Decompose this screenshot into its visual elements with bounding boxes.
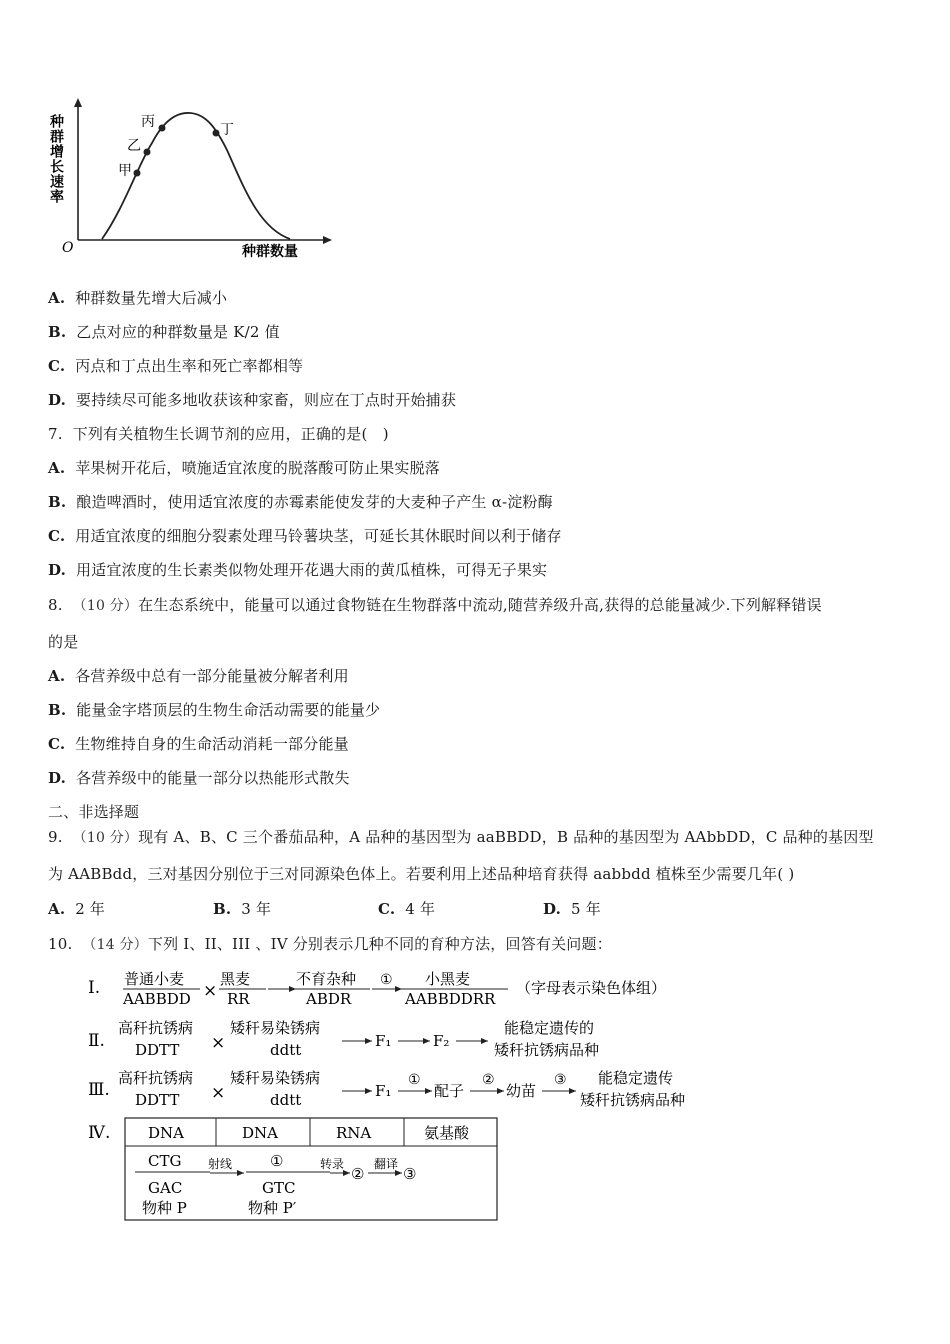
row3-result-top: 能稳定遗传 [598,1069,674,1087]
label-yi: 乙 [127,138,141,154]
row1-a-bot: AABBDD [123,990,191,1008]
row2-result-bot: 矮秆抗锈病品种 [494,1041,600,1059]
label-ding: 丁 [220,122,234,138]
q10-stem: 10. （14 分）下列 I、II、III 、IV 分别表示几种不同的育种方法，回答有关问题： [48,935,612,953]
q6-option-d: D. 要持续尽可能多地收获该种家畜，则应在丁点时开始捕获 [48,391,457,409]
row4-ctg: CTG [148,1152,182,1170]
q9-option-c: C. 4 年 [378,900,436,918]
row1-b-bot: RR [227,990,250,1008]
q7-option-d: D. 用适宜浓度的生长素类似物处理开花遇大雨的黄瓜植株，可得无子果实 [48,561,548,579]
section-heading: 二、非选择题 [48,803,140,821]
breeding-diagram [80,960,720,1230]
cross-icon: × [211,1033,226,1053]
row4-gac: GAC [148,1179,183,1197]
row3-step2: ② [482,1072,495,1088]
row3-seedling: 幼苗 [506,1082,537,1100]
row2-result-top: 能稳定遗传的 [504,1019,595,1037]
cross-icon: × [211,1083,226,1103]
row3-gamete: 配子 [434,1082,465,1100]
population-growth-graph [44,98,334,268]
row2-a-top: 高秆抗锈病 [118,1019,194,1037]
q6-option-c: C. 丙点和丁点出生率和死亡率都相等 [48,357,304,375]
q7-option-b: B. 酿造啤酒时，使用适宜浓度的赤霉素能使发芽的大麦种子产生 α-淀粉酶 [48,493,553,511]
row4-species-p: 物种 P [142,1199,187,1217]
row4-header-dna2: DNA [242,1124,278,1142]
q6-option-a: A. 种群数量先增大后减小 [48,289,228,307]
q8-option-c: C. 生物维持自身的生命活动消耗一部分能量 [48,735,349,753]
row3-b-bot: ddtt [270,1091,302,1109]
row1-label: Ⅰ. [88,978,101,998]
q6-option-b: B. 乙点对应的种群数量是 K/2 值 [48,323,280,341]
q9-stem-line1: 9. （10 分）现有 A、B、C 三个番茄品种，A 品种的基因型为 aaBBDD，B 品种的基因型为 AAbbDD，C 品种的基因型 [48,828,874,846]
row4-species-p2: 物种 P′ [248,1199,297,1217]
row1-a-top: 普通小麦 [124,970,185,988]
row1-c-top: 不育杂种 [296,970,357,988]
row4-header-rna: RNA [336,1124,372,1142]
row3-a-top: 高秆抗锈病 [118,1069,194,1087]
point-jia [134,170,141,177]
q8-stem-line1: 8. （10 分）在生态系统中，能量可以通过食物链在生物群落中流动,随营养级升高,获得的总能量减少.下列解释错误 [48,596,822,614]
row4-label: Ⅳ. [88,1123,111,1143]
row4-transcription: 转录 [320,1157,345,1171]
q9-option-d: D. 5 年 [543,900,601,918]
q7-option-c: C. 用适宜浓度的细胞分裂素处理马铃薯块茎，可延长其休眠时间以利于储存 [48,527,562,545]
row2-label: Ⅱ. [88,1031,105,1051]
label-bing: 丙 [141,114,155,130]
point-yi [144,149,151,156]
origin-label: O [62,240,74,256]
row3-step1: ① [408,1072,421,1088]
row4-radiation: 射线 [208,1157,233,1171]
point-bing [159,125,166,132]
q8-option-a: A. 各营养级中总有一部分能量被分解者利用 [48,667,349,685]
row3-result-bot: 矮秆抗锈病品种 [580,1091,686,1109]
row4-translation: 翻译 [374,1157,399,1171]
row4-header-dna1: DNA [148,1124,184,1142]
row2-a-bot: DDTT [135,1041,180,1059]
row1-b-top: 黑麦 [220,970,251,988]
row1-note: （字母表示染色体组） [516,979,667,997]
row2-b-bot: ddtt [270,1041,302,1059]
q7-option-a: A. 苹果树开花后，喷施适宜浓度的脱落酸可防止果实脱落 [48,459,441,477]
row1-c-bot: ABDR [306,990,352,1008]
q8-option-d: D. 各营养级中的能量一部分以热能形式散失 [48,769,350,787]
row1-d-top: 小黑麦 [425,970,471,988]
q7-stem: 7. 下列有关植物生长调节剂的应用，正确的是( ) [48,425,389,443]
q9-option-a: A. 2 年 [48,900,106,918]
row4-step3: ③ [403,1165,417,1183]
q8-stem-line2: 的是 [48,633,79,651]
q9-option-b: B. 3 年 [213,900,272,918]
row3-b-top: 矮秆易染锈病 [230,1069,321,1087]
row4-step1: ① [270,1152,284,1170]
q8-option-b: B. 能量金字塔顶层的生物生命活动需要的能量少 [48,701,381,719]
row3-a-bot: DDTT [135,1091,180,1109]
label-jia: 甲 [118,163,132,179]
point-ding [213,130,220,137]
row2-f2: F₂ [433,1032,450,1050]
row4-step2: ② [351,1165,365,1183]
cross-icon: × [203,981,218,1001]
row2-b-top: 矮秆易染锈病 [230,1019,321,1037]
row4-gtc: GTC [262,1179,296,1197]
row1-d-bot: AABBDDRR [405,990,496,1008]
q9-stem-line2: 为 AABBdd，三对基因分别位于三对同源染色体上。若要利用上述品种培育获得 aabbdd 植株至少需要几年( ) [48,865,795,883]
row4-header-amino: 氨基酸 [424,1124,470,1142]
row3-f1: F₁ [375,1082,392,1100]
row3-step3: ③ [554,1072,567,1088]
x-axis-arrow [323,236,332,244]
y-axis-label: 种群增长速率 [48,114,64,204]
x-axis-label: 种群数量 [242,244,298,260]
row3-label: Ⅲ. [88,1080,110,1100]
row2-f1: F₁ [375,1032,392,1050]
row1-step: ① [380,972,393,988]
y-axis-arrow [74,98,82,107]
